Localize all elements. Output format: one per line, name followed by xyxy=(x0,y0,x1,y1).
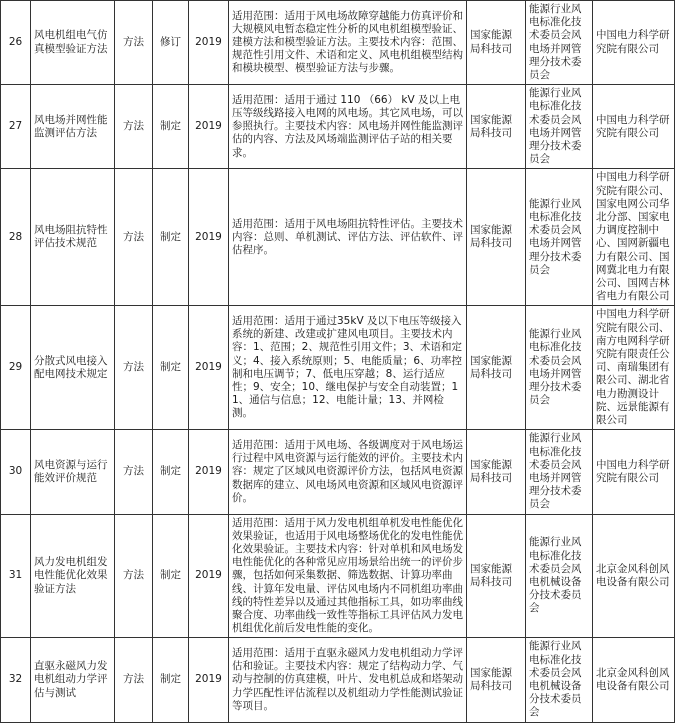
drafting-units: 中国电力科学研究院有限公司、国家电网公司华北分部、国家电力调度控制中心、国网新疆电力有限公司、国网冀北电力有限公司、国网吉林省电力有限公司 xyxy=(593,169,675,306)
scope-and-content: 适用范围：适用于风力发电机组单机发电性能优化效果验证，也适用于风电场整场优化的发电性能优化效果验证。主要技术内容：针对单机和风电场发电性能优化的各种常见应用场景给出统一的评价步骤，包括如何采集数据、筛选数据、计算功率曲线、计算年发电量、评估风电场内不同机组功率曲线的特性差异以及通过其他指标工具，如功率曲线聚合度、功率曲线一致性等指标工具评估风力发电机组优化前后发电性能的变化。 xyxy=(229,514,467,638)
tech-committee: 能源行业风电标准化技术委员会风电场并网管理分技术委员会 xyxy=(526,169,593,306)
drafting-units: 北京金风科创风电设备有限公司 xyxy=(593,638,675,722)
row-number: 31 xyxy=(1,514,31,638)
tech-committee: 能源行业风电标准化技术委员会风电场并网管理分技术委员会 xyxy=(526,430,593,514)
scope-and-content: 适用范围：适用于风电场、各级调度对于风电场运行过程中风电资源与运行能效的评价。主要技术内容：规定了区域风电资源评价方法，包括风电资源数据库的建立、风电场风电资源和区域风电资源评价。 xyxy=(229,430,467,514)
drafting-units: 中国电力科学研究院有限公司 xyxy=(593,1,675,85)
row-number: 28 xyxy=(1,169,31,306)
drafting-units: 北京金风科创风电设备有限公司 xyxy=(593,514,675,638)
scope-and-content: 适用范围：适用于直驱永磁风力发电机组动力学评估和验证。主要技术内容：规定了结构动力学、气动与控制的仿真建模，叶片、发电机总成和塔架动力学匹配性评估流程以及机组动力学性能测试验证等项目。 xyxy=(229,638,467,722)
managing-org: 国家能源局科技司 xyxy=(467,306,526,430)
row-number: 26 xyxy=(1,1,31,85)
drafting-units: 中国电力科学研究院有限公司 xyxy=(593,430,675,514)
scope-and-content: 适用范围：适用于通过35kV 及以下电压等级接入系统的新建、改建或扩建风电项目。主要技术内容：1、范围；2、规范性引用文件；3、术语和定义；4、接入系统原则；5、电能质量；6、功率控制和电压调节；7、低电压穿越；8、运行适应性；9、安全；10、继电保护与安全自动装置；11、通信与信息；12、电能计量；13、并网检测。 xyxy=(229,306,467,430)
standard-type: 方法 xyxy=(115,514,153,638)
standard-name: 风力发电机组发电性能优化效果验证方法 xyxy=(31,514,115,638)
table-row xyxy=(1,169,675,306)
plan-year: 2019 xyxy=(189,514,229,638)
revision-kind: 制定 xyxy=(153,430,189,514)
standard-name: 分散式风电接入配电网技术规定 xyxy=(31,306,115,430)
revision-kind: 制定 xyxy=(153,638,189,722)
scope-and-content: 适用范围：适用于通过 110 （66） kV 及以上电压等级线路接入电网的风电场。其它风电场，可以参照执行。主要技术内容：风电场并网性能监测评估的内容、方法及风场端监测评估子站的相关要求。 xyxy=(229,85,467,169)
standard-type: 方法 xyxy=(115,430,153,514)
tech-committee: 能源行业风电标准化技术委员会风电机械设备分技术委员会 xyxy=(526,638,593,722)
revision-kind: 制定 xyxy=(153,169,189,306)
revision-kind: 制定 xyxy=(153,306,189,430)
tech-committee: 能源行业风电标准化技术委员会风电场并网管理分技术委员会 xyxy=(526,1,593,85)
managing-org: 国家能源局科技司 xyxy=(467,85,526,169)
standard-type: 方法 xyxy=(115,638,153,722)
plan-year: 2019 xyxy=(189,169,229,306)
row-number: 29 xyxy=(1,306,31,430)
table-row xyxy=(1,1,675,85)
tech-committee: 能源行业风电标准化技术委员会风电场并网管理分技术委员会 xyxy=(526,306,593,430)
managing-org: 国家能源局科技司 xyxy=(467,430,526,514)
table-row xyxy=(1,306,675,430)
managing-org: 国家能源局科技司 xyxy=(467,514,526,638)
table-row xyxy=(1,514,675,638)
standard-name: 直驱永磁风力发电机组动力学评估与测试 xyxy=(31,638,115,722)
row-number: 30 xyxy=(1,430,31,514)
revision-kind: 制定 xyxy=(153,514,189,638)
managing-org: 国家能源局科技司 xyxy=(467,1,526,85)
plan-year: 2019 xyxy=(189,306,229,430)
table-row xyxy=(1,85,675,169)
standard-type: 方法 xyxy=(115,1,153,85)
standard-type: 方法 xyxy=(115,306,153,430)
standard-type: 方法 xyxy=(115,85,153,169)
table-body xyxy=(1,1,675,723)
drafting-units: 中国电力科学研究院有限公司、南方电网科学研究院有限责任公司、南瑞集团有限公司、湖北省电力勘测设计院、远景能源有限公司 xyxy=(593,306,675,430)
table-row xyxy=(1,638,675,722)
row-number: 27 xyxy=(1,85,31,169)
standard-name: 风电资源与运行能效评价规范 xyxy=(31,430,115,514)
plan-year: 2019 xyxy=(189,1,229,85)
revision-kind: 制定 xyxy=(153,85,189,169)
tech-committee: 能源行业风电标准化技术委员会风电场并网管理分技术委员会 xyxy=(526,85,593,169)
row-number: 32 xyxy=(1,638,31,722)
plan-year: 2019 xyxy=(189,430,229,514)
standard-name: 风电机组电气仿真模型验证方法 xyxy=(31,1,115,85)
scope-and-content: 适用范围：适用于风电场阻抗特性评估。主要技术内容：总则、单机测试、评估方法、评估软件、评估程序。 xyxy=(229,169,467,306)
standard-name: 风电场阻抗特性评估技术规范 xyxy=(31,169,115,306)
standard-name: 风电场并网性能监测评估方法 xyxy=(31,85,115,169)
plan-year: 2019 xyxy=(189,85,229,169)
drafting-units: 中国电力科学研究院有限公司 xyxy=(593,85,675,169)
managing-org: 国家能源局科技司 xyxy=(467,169,526,306)
scope-and-content: 适用范围：适用于风电场故障穿越能力仿真评价和大规模风电暂态稳定性分析的风电机组模型验证、建模方法和模型验证方法。主要技术内容：范围、规范性引用文件、术语和定义、风电机组模型结构和模块模型、模型验证方法与步骤。 xyxy=(229,1,467,85)
tech-committee: 能源行业风电标准化技术委员会风电机械设备分技术委员会 xyxy=(526,514,593,638)
standard-type: 方法 xyxy=(115,169,153,306)
plan-year: 2019 xyxy=(189,638,229,722)
revision-kind: 修订 xyxy=(153,1,189,85)
managing-org: 国家能源局科技司 xyxy=(467,638,526,722)
table-row xyxy=(1,430,675,514)
